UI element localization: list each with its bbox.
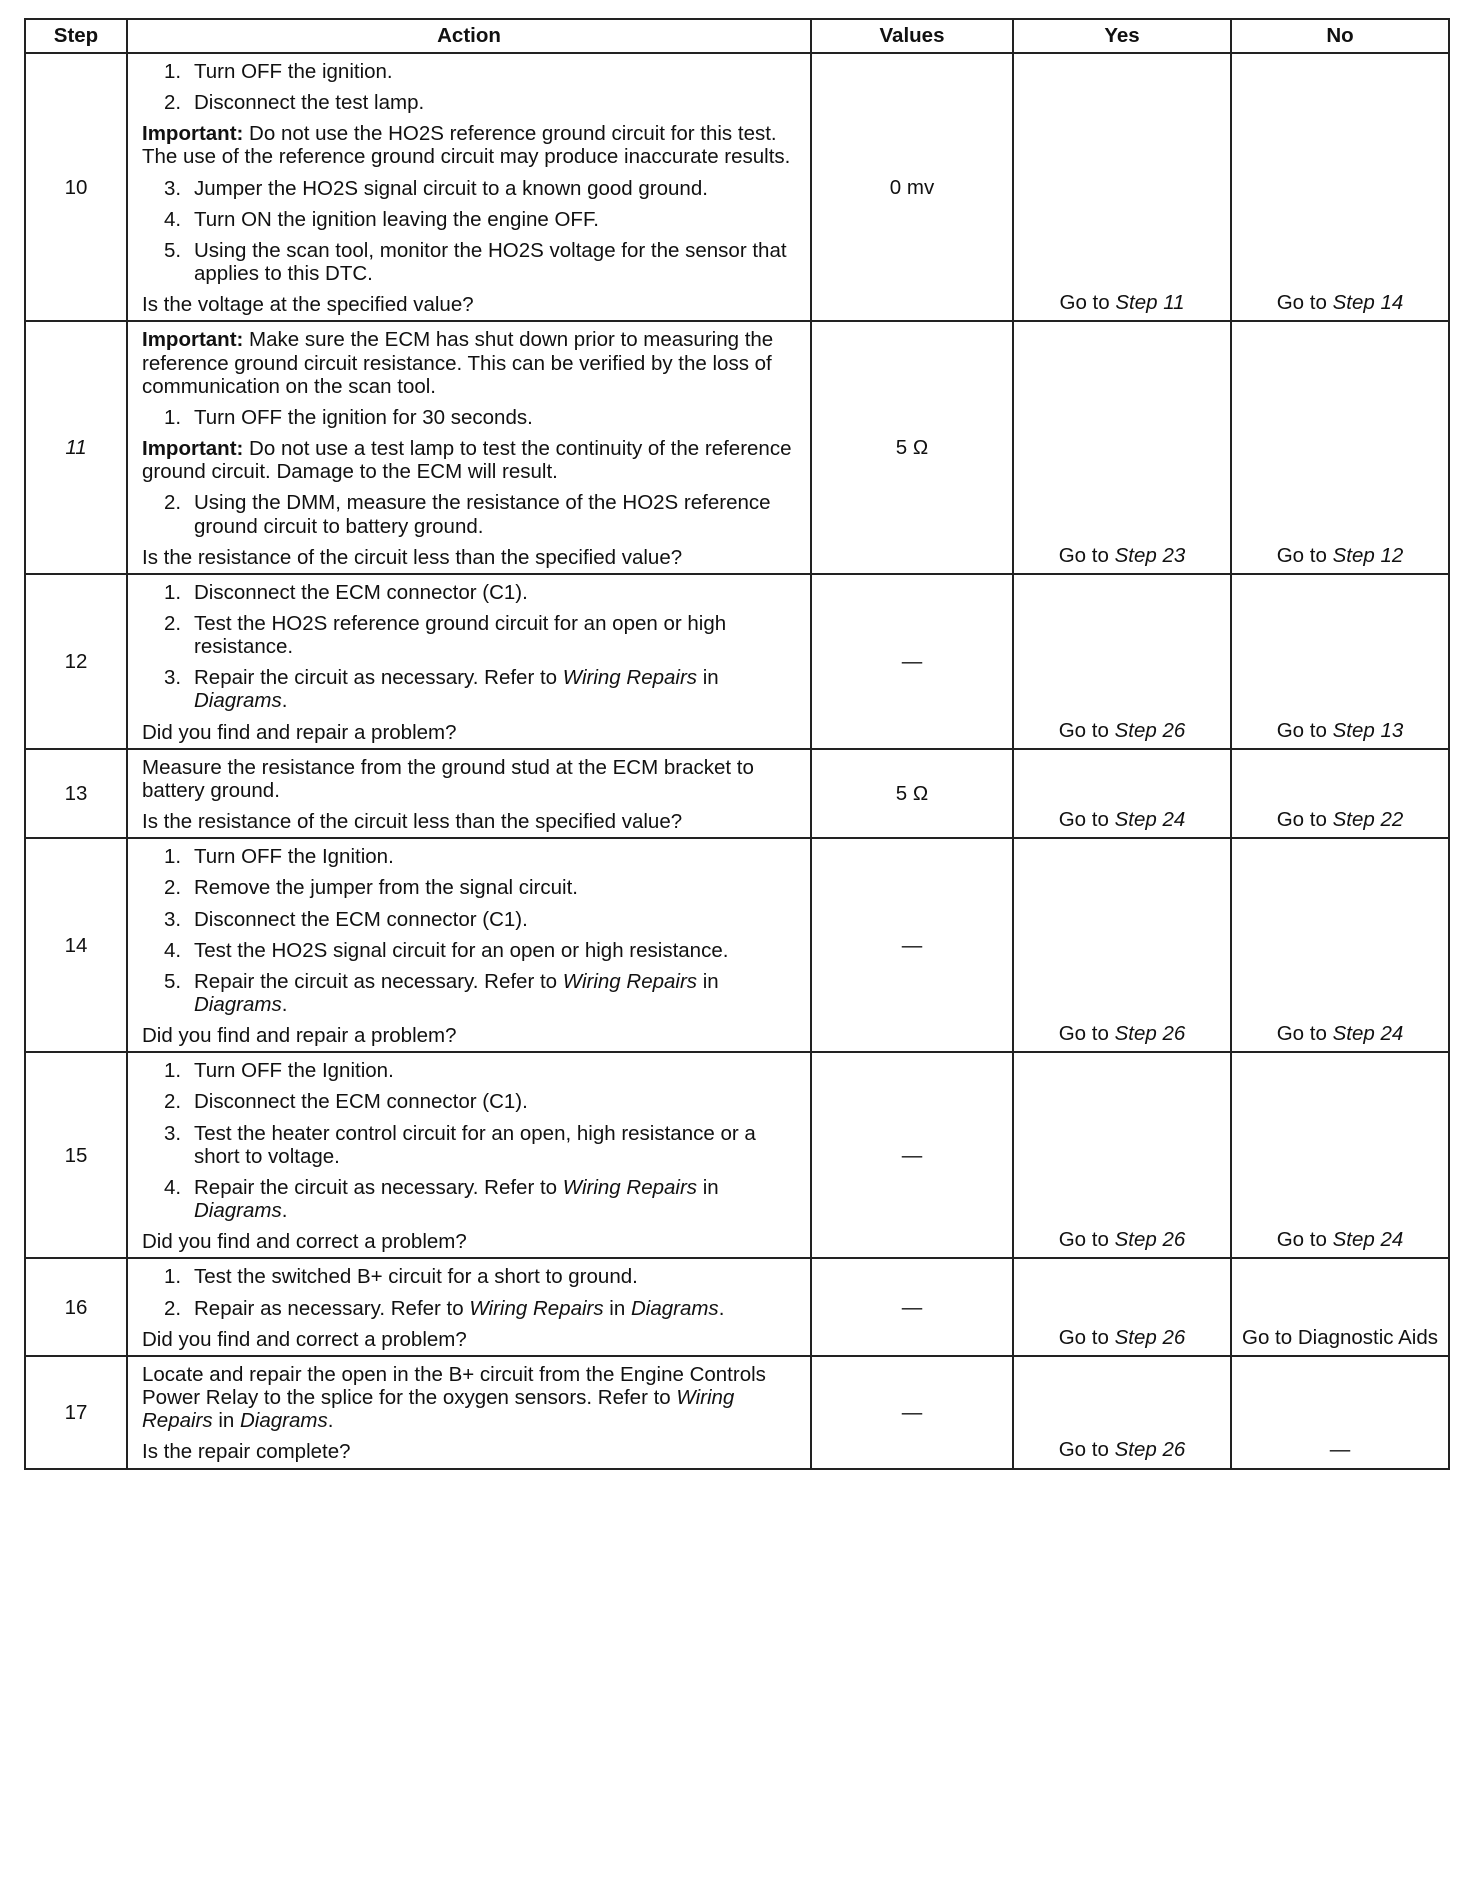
- item-number: 1.: [164, 580, 182, 604]
- header-values: Values: [811, 19, 1013, 53]
- values-cell: —: [811, 1052, 1013, 1258]
- action-text: .: [718, 1296, 725, 1320]
- action-paragraph: [142, 1440, 802, 1463]
- step-row: [25, 1052, 1449, 1258]
- goto-step-ref: Step 24: [1332, 1228, 1404, 1252]
- item-text: [194, 1122, 802, 1168]
- item-text: [194, 239, 802, 285]
- goto-step-ref: Step 14: [1332, 291, 1404, 315]
- header-step: Step: [25, 19, 127, 53]
- yes-cell: [1013, 1356, 1231, 1469]
- header-no: No: [1231, 19, 1449, 53]
- action-list-item: [164, 239, 802, 285]
- item-text: [194, 91, 802, 114]
- no-cell: [1231, 749, 1449, 838]
- wiring-repairs-ref: Wiring Repairs: [142, 1386, 735, 1433]
- step-row: [25, 321, 1449, 573]
- action-list-item: [164, 666, 802, 712]
- action-text: Turn ON the ignition leaving the engine OFF.: [194, 207, 599, 231]
- table-body: [25, 53, 1449, 1469]
- important-label: Important:: [142, 122, 244, 146]
- action-list-item: [164, 208, 802, 231]
- item-text: [194, 612, 802, 658]
- action-paragraph: [142, 1230, 802, 1253]
- action-paragraph: [142, 810, 802, 833]
- no-cell: [1231, 1258, 1449, 1355]
- step-number: 16: [25, 1258, 127, 1355]
- step-number: 11: [25, 321, 127, 573]
- item-text: [194, 491, 802, 537]
- goto-step-ref: Step 24: [1114, 808, 1186, 832]
- action-paragraph: [142, 756, 802, 802]
- action-text: Did you find and repair a problem?: [142, 720, 457, 744]
- item-text: [194, 908, 802, 931]
- values-cell: 5 Ω: [811, 749, 1013, 838]
- action-list-item: [164, 1059, 802, 1082]
- step-number: 14: [25, 838, 127, 1052]
- header-action: Action: [127, 19, 811, 53]
- item-number: 1.: [164, 60, 182, 83]
- action-text: Do not use the HO2S reference ground circuit for this test. The use of the reference ground circuit may produce inaccurate results.: [142, 122, 791, 169]
- item-number: 4.: [164, 938, 182, 962]
- action-list-item: [164, 581, 802, 604]
- important-note: [142, 328, 802, 397]
- item-number: 4.: [164, 207, 182, 231]
- item-number: 2.: [164, 1090, 182, 1114]
- goto-step-ref: Step 24: [1332, 1022, 1404, 1046]
- goto-step-ref: Step 13: [1332, 718, 1404, 742]
- action-text: in: [697, 666, 719, 690]
- action-list-item: [164, 845, 802, 868]
- important-label: Important:: [142, 437, 244, 461]
- yes-cell: [1013, 838, 1231, 1052]
- item-text: [194, 60, 802, 83]
- action-text: Measure the resistance from the ground stud at the ECM bracket to battery ground.: [142, 755, 754, 802]
- item-number: 1.: [164, 1059, 182, 1083]
- item-number: 5.: [164, 238, 182, 262]
- action-text: Test the heater control circuit for an open, high resistance or a short to voltage.: [194, 1121, 756, 1168]
- action-text: Did you find and repair a problem?: [142, 1024, 457, 1048]
- no-cell-text: —: [1329, 1438, 1351, 1462]
- action-text: Test the HO2S reference ground circuit for an open or high resistance.: [194, 611, 727, 659]
- action-list-item: [164, 939, 802, 962]
- action-text: Jumper the HO2S signal circuit to a known good ground.: [194, 176, 708, 200]
- action-list-item: [164, 406, 802, 429]
- step-row: [25, 1356, 1449, 1469]
- item-number: 1.: [164, 405, 182, 429]
- goto-step-ref: Step 26: [1114, 1228, 1186, 1252]
- action-text: Disconnect the test lamp.: [194, 91, 425, 115]
- no-cell: [1231, 574, 1449, 749]
- step-number: 17: [25, 1356, 127, 1469]
- action-text: in: [697, 1175, 719, 1199]
- action-text: Is the resistance of the circuit less than the specified value?: [142, 545, 683, 569]
- goto-label: Go to: [1058, 543, 1115, 567]
- goto-step-ref: Step 23: [1114, 543, 1186, 567]
- item-text: [194, 845, 802, 868]
- wiring-repairs-ref: Wiring Repairs: [562, 1175, 698, 1199]
- action-list-item: [164, 1090, 802, 1113]
- goto-label: Go to: [1276, 718, 1333, 742]
- goto-label: Go to: [1276, 1228, 1333, 1252]
- action-text: Using the DMM, measure the resistance of the HO2S reference ground circuit to battery ground.: [194, 491, 771, 538]
- item-number: 3.: [164, 176, 182, 200]
- item-number: 2.: [164, 876, 182, 900]
- action-list-item: [164, 91, 802, 114]
- action-text: Repair the circuit as necessary. Refer to: [194, 969, 563, 993]
- action-list-item: [164, 876, 802, 899]
- action-text: Remove the jumper from the signal circuit.: [194, 876, 578, 900]
- diagrams-ref: Diagrams: [630, 1296, 719, 1320]
- action-list-item: [164, 612, 802, 658]
- diagrams-ref: Diagrams: [194, 1199, 282, 1223]
- item-number: 2.: [164, 491, 182, 515]
- item-text: [194, 406, 802, 429]
- action-text: Test the switched B+ circuit for a short to ground.: [194, 1265, 638, 1289]
- yes-cell: [1013, 574, 1231, 749]
- no-cell: [1231, 1356, 1449, 1469]
- item-text: [194, 581, 802, 604]
- action-text: Did you find and correct a problem?: [142, 1230, 467, 1254]
- item-number: 3.: [164, 907, 182, 931]
- action-paragraph: [142, 721, 802, 744]
- action-text: Repair as necessary. Refer to: [194, 1296, 470, 1320]
- goto-step-ref: Step 22: [1332, 808, 1404, 832]
- action-text: Make sure the ECM has shut down prior to measuring the reference ground circuit resistance. This can be verified by the loss of communication on the scan tool.: [142, 328, 774, 398]
- item-text: [194, 208, 802, 231]
- values-cell: —: [811, 1356, 1013, 1469]
- goto-label: Go to: [1276, 291, 1333, 315]
- goto-label: Go to: [1058, 1438, 1115, 1462]
- action-text: in: [603, 1296, 631, 1320]
- action-text: Locate and repair the open in the B+ circuit from the Engine Controls Power Relay to the splice for the oxygen sensors. Refer to: [142, 1362, 766, 1410]
- action-list-item: [164, 970, 802, 1016]
- item-number: 3.: [164, 1121, 182, 1145]
- item-number: 1.: [164, 1265, 182, 1289]
- action-list-item: [164, 1122, 802, 1168]
- header-row: [25, 19, 1449, 53]
- goto-label: Go to: [1058, 1228, 1115, 1252]
- item-text: [194, 876, 802, 899]
- yes-cell: [1013, 1258, 1231, 1355]
- action-text: Is the resistance of the circuit less than the specified value?: [142, 810, 683, 834]
- action-text: Did you find and correct a problem?: [142, 1327, 467, 1351]
- item-text: [194, 939, 802, 962]
- action-text: Turn OFF the ignition.: [194, 60, 393, 83]
- action-text: .: [281, 689, 288, 713]
- important-note: [142, 437, 802, 483]
- action-list-item: [164, 908, 802, 931]
- step-row: [25, 53, 1449, 321]
- action-text: Repair the circuit as necessary. Refer to: [194, 1175, 563, 1199]
- action-text: Disconnect the ECM connector (C1).: [194, 580, 528, 604]
- action-cell: [127, 1356, 811, 1469]
- item-text: [194, 1297, 802, 1320]
- step-number: 15: [25, 1052, 127, 1258]
- values-cell: 5 Ω: [811, 321, 1013, 573]
- values-cell: —: [811, 1258, 1013, 1355]
- goto-label: Go to: [1058, 1325, 1115, 1349]
- action-text: Disconnect the ECM connector (C1).: [194, 907, 528, 931]
- action-text: Is the repair complete?: [142, 1440, 351, 1464]
- item-text: [194, 666, 802, 712]
- item-number: 2.: [164, 91, 182, 115]
- action-cell: [127, 53, 811, 321]
- action-text: Turn OFF the ignition for 30 seconds.: [194, 405, 533, 429]
- diagnostic-table: [24, 18, 1450, 1470]
- action-text: Using the scan tool, monitor the HO2S voltage for the sensor that applies to this DTC.: [194, 238, 787, 286]
- goto-label: Go to: [1058, 718, 1115, 742]
- no-cell: [1231, 53, 1449, 321]
- goto-label: Go to: [1058, 808, 1115, 832]
- item-text: [194, 1090, 802, 1113]
- goto-label: Go to: [1059, 291, 1116, 315]
- goto-label: Go to: [1276, 1022, 1333, 1046]
- goto-step-ref: Step 26: [1114, 1325, 1186, 1349]
- item-text: [194, 177, 802, 200]
- step-row: [25, 838, 1449, 1052]
- action-paragraph: [142, 1363, 802, 1432]
- no-cell: [1231, 321, 1449, 573]
- action-text: Is the voltage at the specified value?: [142, 293, 474, 317]
- goto-step-ref: Step 26: [1114, 1438, 1186, 1462]
- yes-cell: [1013, 53, 1231, 321]
- action-text: in: [697, 969, 719, 993]
- action-list-item: [164, 1265, 802, 1288]
- important-note: [142, 122, 802, 168]
- yes-cell: [1013, 1052, 1231, 1258]
- action-cell: [127, 1052, 811, 1258]
- action-cell: [127, 574, 811, 749]
- action-list-item: [164, 491, 802, 537]
- step-row: [25, 574, 1449, 749]
- action-text: Repair the circuit as necessary. Refer to: [194, 666, 563, 690]
- no-cell: [1231, 1052, 1449, 1258]
- step-row: [25, 749, 1449, 838]
- action-cell: [127, 838, 811, 1052]
- diagnostic-page: [24, 18, 1448, 1470]
- step-number: 12: [25, 574, 127, 749]
- goto-step-ref: Step 26: [1114, 718, 1186, 742]
- action-text: Turn OFF the Ignition.: [194, 1059, 394, 1083]
- action-paragraph: [142, 1024, 802, 1047]
- diagrams-ref: Diagrams: [194, 993, 282, 1016]
- action-text: Test the HO2S signal circuit for an open or high resistance.: [194, 938, 729, 962]
- no-cell: [1231, 838, 1449, 1052]
- wiring-repairs-ref: Wiring Repairs: [469, 1296, 604, 1320]
- item-text: [194, 1176, 802, 1222]
- item-number: 2.: [164, 611, 182, 635]
- item-text: [194, 970, 802, 1016]
- item-number: 5.: [164, 969, 182, 993]
- action-list-item: [164, 177, 802, 200]
- action-list-item: [164, 1176, 802, 1222]
- step-number: 13: [25, 749, 127, 838]
- action-text: in: [212, 1409, 240, 1433]
- action-paragraph: [142, 546, 802, 569]
- item-text: [194, 1059, 802, 1082]
- action-text: .: [327, 1409, 334, 1433]
- goto-step-ref: Step 11: [1115, 291, 1185, 315]
- yes-cell: [1013, 321, 1231, 573]
- action-text: Disconnect the ECM connector (C1).: [194, 1090, 528, 1114]
- values-cell: 0 mv: [811, 53, 1013, 321]
- action-text: .: [281, 993, 288, 1016]
- item-number: 2.: [164, 1296, 182, 1320]
- wiring-repairs-ref: Wiring Repairs: [562, 666, 698, 690]
- action-paragraph: [142, 293, 802, 316]
- values-cell: —: [811, 838, 1013, 1052]
- action-text: Turn OFF the Ignition.: [194, 845, 394, 869]
- goto-step-ref: Step 26: [1114, 1022, 1186, 1046]
- goto-step-ref: Step 12: [1332, 543, 1404, 567]
- action-text: Do not use a test lamp to test the continuity of the reference ground circuit. Damage to the ECM will result.: [142, 437, 792, 484]
- action-paragraph: [142, 1328, 802, 1351]
- action-text: .: [281, 1199, 288, 1223]
- goto-label: Go to: [1058, 1022, 1115, 1046]
- goto-label: Go to: [1276, 808, 1333, 832]
- action-list-item: [164, 60, 802, 83]
- action-cell: [127, 749, 811, 838]
- yes-cell: [1013, 749, 1231, 838]
- no-cell-text: Go to Diagnostic Aids: [1242, 1325, 1438, 1349]
- item-number: 3.: [164, 666, 182, 690]
- diagrams-ref: Diagrams: [240, 1409, 328, 1433]
- item-number: 4.: [164, 1175, 182, 1199]
- action-cell: [127, 321, 811, 573]
- step-row: [25, 1258, 1449, 1355]
- important-label: Important:: [142, 328, 244, 352]
- step-number: 10: [25, 53, 127, 321]
- action-cell: [127, 1258, 811, 1355]
- values-cell: —: [811, 574, 1013, 749]
- item-text: [194, 1265, 802, 1288]
- action-list-item: [164, 1297, 802, 1320]
- item-number: 1.: [164, 845, 182, 869]
- header-yes: Yes: [1013, 19, 1231, 53]
- diagrams-ref: Diagrams: [194, 689, 282, 713]
- goto-label: Go to: [1276, 543, 1333, 567]
- wiring-repairs-ref: Wiring Repairs: [562, 969, 698, 993]
